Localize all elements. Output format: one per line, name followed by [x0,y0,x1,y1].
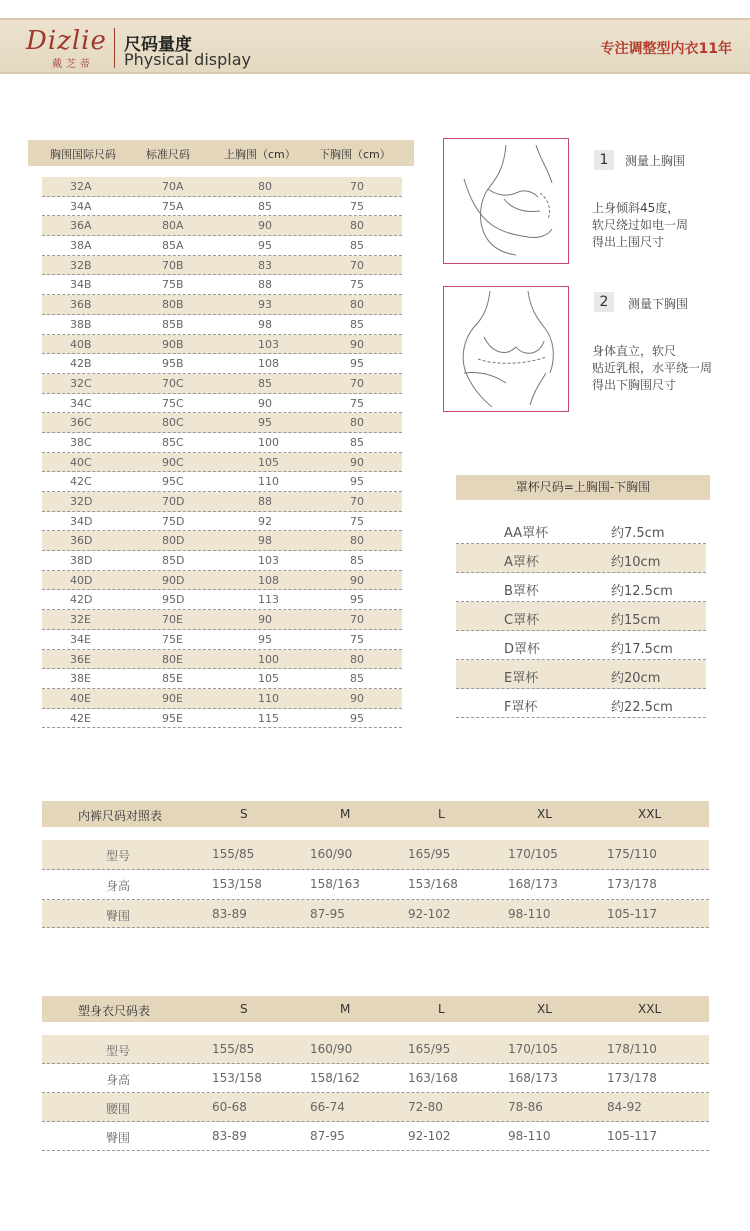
table-cell: 87-95 [310,1129,345,1143]
shaper-table-header [42,996,709,1022]
panty-table-header [42,801,709,827]
size-column-header: M [340,1002,351,1016]
bra-table-header [28,140,414,166]
table-cell: 80 [350,298,364,312]
table-cell: 93 [258,298,272,312]
table-cell: 85A [162,239,184,253]
table-row [456,515,706,544]
size-column-header: XL [537,807,552,821]
table-row [42,709,402,729]
table-cell: 115 [258,711,279,725]
table-cell: 38B [70,317,92,331]
table-cell: 34B [70,278,92,292]
table-cell: 84-92 [607,1100,642,1114]
table-cell: 36C [70,416,92,430]
cup-difference: 约12.5cm [611,584,673,599]
table-row [42,1122,709,1151]
table-row [42,551,402,571]
table-cell: 100 [258,435,279,449]
table-cell: 42E [70,711,91,725]
table-cell: 92-102 [408,1129,451,1143]
size-column-header: M [340,807,351,821]
table-cell: 90 [350,573,364,587]
upper-bust-figure [444,139,569,264]
table-cell: 32E [70,613,91,627]
table-cell: 153/168 [408,877,458,891]
cup-label: AA罩杯 [504,526,549,541]
table-row [42,492,402,512]
cup-label: C罩杯 [504,613,540,628]
bra-header-lower: 下胸围（cm） [319,148,391,161]
table-cell: 85 [350,239,364,253]
bra-header-upper: 上胸围（cm） [224,148,296,161]
cup-difference: 约15cm [611,613,661,628]
table-cell: 75 [350,396,364,410]
bra-header-intl: 胸围国际尺码 [50,148,116,161]
table-row [42,472,402,492]
table-cell: 80 [350,652,364,666]
cup-difference: 约22.5cm [611,700,673,715]
table-cell: 85E [162,672,183,686]
row-label: 身高 [106,1073,131,1087]
table-cell: 158/162 [310,1071,360,1085]
table-cell: 42D [70,593,93,607]
table-cell: 36B [70,298,92,312]
page-title: 尺码量度 [124,35,192,55]
table-cell: 60-68 [212,1100,247,1114]
row-label: 型号 [106,849,131,863]
table-row [456,544,706,573]
cup-label: F罩杯 [504,700,538,715]
table-cell: 85 [258,199,272,213]
table-cell: 85B [162,317,184,331]
cup-difference: 约7.5cm [611,526,665,541]
size-column-header: S [240,807,248,821]
table-cell: 165/95 [408,1042,451,1056]
table-cell: 95 [258,632,272,646]
table-row [42,512,402,532]
table-cell: 70 [350,180,364,193]
table-title: 塑身衣尺码表 [78,1004,151,1018]
table-cell: 168/173 [508,1071,558,1085]
size-column-header: XXL [638,1002,662,1016]
table-cell: 83-89 [212,907,247,921]
table-cell: 85 [350,672,364,686]
table-cell: 34E [70,632,91,646]
table-cell: 88 [258,495,272,508]
table-cell: 70D [162,495,185,508]
table-cell: 83 [258,258,272,272]
table-cell: 32B [70,258,92,272]
cup-size-table [456,515,706,718]
table-cell: 173/178 [607,1071,657,1085]
table-row [42,669,402,689]
table-cell: 85 [350,317,364,331]
table-cell: 110 [258,475,279,489]
table-cell: 90 [258,396,272,410]
table-cell: 173/178 [607,877,657,891]
table-cell: 80 [350,416,364,430]
table-cell: 95 [350,593,364,607]
table-cell: 66-74 [310,1100,345,1114]
size-column-header: L [438,807,445,821]
table-cell: 98 [258,317,272,331]
table-cell: 83-89 [212,1129,247,1143]
table-cell: 32A [70,180,92,193]
table-cell: 105-117 [607,907,658,921]
table-cell: 95 [258,416,272,430]
table-cell: 75 [350,632,364,646]
table-row [42,900,709,928]
table-row [456,573,706,602]
table-cell: 168/173 [508,877,558,891]
table-cell: 80E [162,652,183,666]
table-row [42,630,402,650]
table-cell: 70 [350,613,364,627]
table-title: 内裤尺码对照表 [78,809,163,823]
table-cell: 90 [350,691,364,705]
table-cell: 70 [350,495,364,508]
table-row [42,840,709,870]
cup-label: A罩杯 [504,555,539,570]
table-row [42,315,402,335]
brand-tagline: 专注调整型内衣11年 [600,41,732,57]
table-cell: 100 [258,652,279,666]
table-cell: 90 [258,219,272,233]
under-bust-illustration [443,286,569,412]
table-cell: 85C [162,435,184,449]
table-cell: 170/105 [508,1042,558,1056]
under-bust-figure [444,287,569,412]
table-row [42,216,402,236]
table-cell: 36A [70,219,92,233]
table-cell: 80 [258,180,272,193]
table-cell: 70C [162,376,184,390]
table-row [42,256,402,276]
table-cell: 108 [258,573,279,587]
size-column-header: XL [537,1002,552,1016]
step-2-title: 测量下胸围 [628,297,689,311]
table-cell: 90D [162,573,185,587]
table-cell: 42C [70,475,92,489]
table-cell: 75 [350,199,364,213]
table-cell: 160/90 [310,847,353,861]
table-cell: 95C [162,475,184,489]
row-label: 身高 [106,879,131,893]
brand-logo-cn: 戴芝蒂 [52,59,94,70]
cup-difference: 约20cm [611,671,661,686]
table-cell: 103 [258,554,279,568]
table-cell: 160/90 [310,1042,353,1056]
table-cell: 95 [350,475,364,489]
table-cell: 95D [162,593,185,607]
step-1-title: 测量上胸围 [625,154,686,168]
table-cell: 70 [350,376,364,390]
table-cell: 70A [162,180,184,193]
table-cell: 98-110 [508,907,551,921]
table-cell: 70E [162,613,183,627]
table-cell: 92 [258,514,272,528]
size-column-header: L [438,1002,445,1016]
table-cell: 175/110 [607,847,657,861]
brand-logo: Dizlie [26,26,107,56]
table-row [42,453,402,473]
table-cell: 80C [162,416,184,430]
table-cell: 88 [258,278,272,292]
table-cell: 72-80 [408,1100,443,1114]
table-cell: 38D [70,554,93,568]
table-cell: 38A [70,239,92,253]
table-cell: 36E [70,652,91,666]
table-cell: 80 [350,534,364,548]
step-2-number: 2 [594,292,614,312]
upper-bust-illustration [443,138,569,264]
table-cell: 163/168 [408,1071,458,1085]
table-cell: 40C [70,455,92,469]
table-row [42,335,402,355]
table-row [42,1064,709,1093]
table-cell: 103 [258,337,279,351]
table-cell: 105-117 [607,1129,658,1143]
bra-header-std: 标准尺码 [146,148,190,161]
table-row [42,295,402,315]
table-cell: 38E [70,672,91,686]
table-row [456,602,706,631]
table-cell: 95 [350,711,364,725]
table-cell: 95 [350,357,364,371]
table-row [42,531,402,551]
table-cell: 75C [162,396,184,410]
header-divider [114,28,115,68]
table-cell: 95E [162,711,183,725]
table-cell: 40E [70,691,91,705]
table-cell: 32D [70,495,93,508]
table-row [42,689,402,709]
row-label: 型号 [106,1044,131,1058]
table-cell: 155/85 [212,847,255,861]
table-cell: 98 [258,534,272,548]
table-cell: 95 [258,239,272,253]
table-row [42,590,402,610]
table-cell: 75 [350,278,364,292]
table-row [42,1093,709,1122]
table-row [42,275,402,295]
cup-difference: 约17.5cm [611,642,673,657]
table-cell: 170/105 [508,847,558,861]
table-cell: 108 [258,357,279,371]
table-cell: 90 [258,613,272,627]
table-row [42,571,402,591]
table-cell: 34D [70,514,93,528]
table-cell: 38C [70,435,92,449]
table-cell: 85D [162,554,185,568]
table-cell: 85 [350,554,364,568]
page-header [0,18,750,74]
table-cell: 158/163 [310,877,360,891]
table-cell: 90C [162,455,184,469]
table-row [42,374,402,394]
table-cell: 70 [350,258,364,272]
row-label: 腰围 [106,1102,131,1116]
table-cell: 90E [162,691,183,705]
table-cell: 87-95 [310,907,345,921]
table-cell: 80A [162,219,184,233]
table-cell: 70B [162,258,184,272]
size-column-header: XXL [638,807,662,821]
step-1-number: 1 [594,150,614,170]
table-row [42,177,402,197]
table-cell: 34C [70,396,92,410]
step-2-description: 身体直立，软尺 贴近乳根，水平绕一周 得出下胸围尺寸 [592,344,713,392]
table-cell: 90 [350,337,364,351]
table-cell: 155/85 [212,1042,255,1056]
table-cell: 34A [70,199,92,213]
table-row [456,660,706,689]
bra-size-table [42,177,402,728]
table-cell: 92-102 [408,907,451,921]
table-row [42,433,402,453]
table-cell: 90 [350,455,364,469]
table-cell: 75A [162,199,184,213]
step-1-description: 上身倾斜45度， 软尺绕过如电一周 得出上围尺寸 [592,201,689,249]
page-subtitle: Physical display [124,50,251,69]
table-row [456,689,706,718]
table-cell: 75 [350,514,364,528]
table-cell: 80 [350,219,364,233]
table-cell: 153/158 [212,877,262,891]
row-label: 臀围 [106,909,131,923]
row-label: 臀围 [106,1131,131,1145]
cup-table-header: 罩杯尺码=上胸围-下胸围 [456,475,710,500]
table-cell: 75B [162,278,184,292]
table-row [42,1035,709,1064]
cup-difference: 约10cm [611,555,661,570]
table-cell: 75D [162,514,185,528]
table-cell: 36D [70,534,93,548]
cup-label: B罩杯 [504,584,539,599]
table-row [42,394,402,414]
table-cell: 40B [70,337,92,351]
table-cell: 105 [258,455,279,469]
table-row [42,413,402,433]
table-row [42,870,709,900]
table-cell: 178/110 [607,1042,657,1056]
table-cell: 42B [70,357,92,371]
table-cell: 113 [258,593,279,607]
table-cell: 85 [258,376,272,390]
table-row [42,354,402,374]
table-cell: 98-110 [508,1129,551,1143]
table-cell: 105 [258,672,279,686]
table-row [42,610,402,630]
table-cell: 90B [162,337,184,351]
table-cell: 40D [70,573,93,587]
table-cell: 78-86 [508,1100,543,1114]
table-cell: 80D [162,534,185,548]
table-row [456,631,706,660]
table-cell: 32C [70,376,92,390]
table-cell: 153/158 [212,1071,262,1085]
table-cell: 110 [258,691,279,705]
table-row [42,236,402,256]
cup-label: E罩杯 [504,671,539,686]
table-row [42,197,402,217]
table-cell: 80B [162,298,184,312]
table-cell: 165/95 [408,847,451,861]
table-cell: 95B [162,357,184,371]
table-row [42,650,402,670]
size-column-header: S [240,1002,248,1016]
cup-label: D罩杯 [504,642,541,657]
table-cell: 85 [350,435,364,449]
table-cell: 75E [162,632,183,646]
